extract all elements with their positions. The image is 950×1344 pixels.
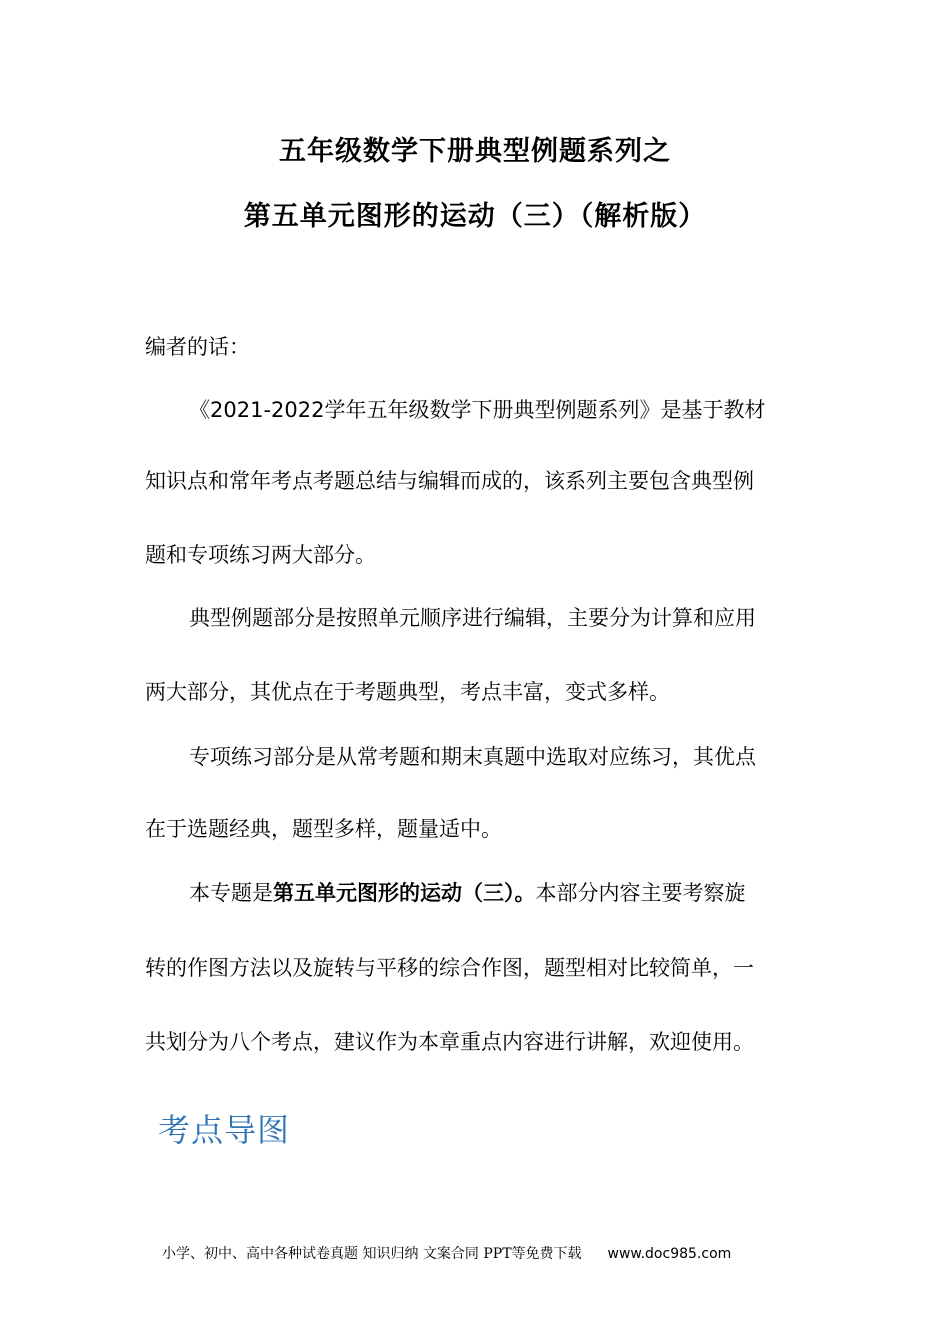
paragraph-4-suffix: 本部分内容主要考察旋 bbox=[535, 881, 746, 905]
paragraph-1-line-1: 《2021-2022学年五年级数学下册典型例题系列》是基于教材 bbox=[189, 398, 766, 422]
paragraph-4-line-3: 共划分为八个考点，建议作为本章重点内容进行讲解，欢迎使用。 bbox=[145, 1030, 754, 1054]
paragraph-2-line-2: 两大部分，其优点在于考题典型，考点丰富，变式多样。 bbox=[145, 680, 670, 704]
paragraph-1-line-2: 知识点和常年考点考题总结与编辑而成的，该系列主要包含典型例 bbox=[145, 469, 754, 493]
page-footer bbox=[162, 1243, 731, 1265]
paragraph-4-line-2: 转的作图方法以及旋转与平移的综合作图，题型相对比较简单，一 bbox=[145, 956, 754, 980]
paragraph-1-line-3: 题和专项练习两大部分。 bbox=[145, 543, 376, 567]
paragraph-4-topic: 第五单元图形的运动（三）。 bbox=[273, 881, 536, 905]
paragraph-3-line-2: 在于选题经典，题型多样，题量适中。 bbox=[145, 817, 502, 841]
footer-text: 小学、初中、高中各种试卷真题 知识归纳 文案合同 PPT等免费下载 bbox=[162, 1246, 582, 1262]
paragraph-4-prefix: 本专题是 bbox=[189, 881, 273, 905]
paragraph-4-line-1 bbox=[189, 878, 839, 908]
document-title-line-2: 第五单元图形的运动（三）（解析版） bbox=[243, 201, 707, 232]
paragraph-3-line-1: 专项练习部分是从常考题和期末真题中选取对应练习，其优点 bbox=[189, 745, 756, 769]
footer-url[interactable]: www.doc985.com bbox=[607, 1246, 732, 1262]
paragraph-2-line-1: 典型例题部分是按照单元顺序进行编辑，主要分为计算和应用 bbox=[189, 606, 756, 630]
section-heading-mind-map: 考点导图 bbox=[158, 1111, 291, 1149]
document-title-line-1: 五年级数学下册典型例题系列之 bbox=[279, 136, 671, 167]
editor-note-label: 编者的话： bbox=[145, 335, 250, 359]
